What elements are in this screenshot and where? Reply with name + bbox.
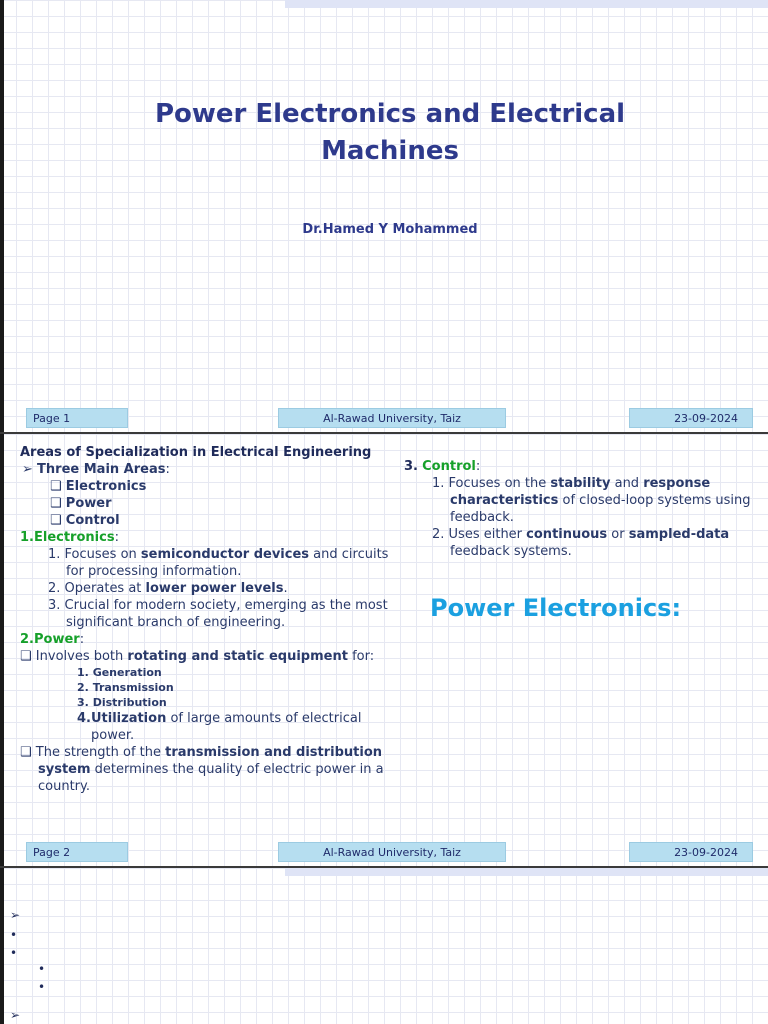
power-electronics-heading: Power Electronics: [430,594,682,622]
square-bullet-icon: ❑ [20,745,32,760]
square-bullet-icon: ❑ [50,513,62,528]
dot-bullet-icon: • [38,980,46,994]
slide-1 [0,0,768,432]
power-subitem: 1. Generation [77,666,162,679]
footer-university: Al-Rawad University, Taiz [278,842,506,862]
top-band [285,0,768,8]
arrow-bullet-icon: ➢ [10,1008,21,1022]
dot-bullet-icon: • [10,928,18,942]
power-involves: ❑ Involves both rotating and static equipment for: [20,649,375,664]
dot-bullet-icon: • [10,946,18,960]
slide-3 [0,868,768,1024]
slide-2 [0,434,768,866]
footer-page: Page 1 [26,408,128,428]
control-label: 3. Control: [404,459,481,474]
electronics-label: 1.Electronics: [20,530,119,545]
footer-university: Al-Rawad University, Taiz [278,408,506,428]
footer-date: 23-09-2024 [629,842,753,862]
top-band [285,868,768,876]
author-name: Dr.Hamed Y Mohammed [302,222,478,237]
power-label: 2.Power: [20,632,85,647]
electronics-item: 3. Crucial for modern society, emerging as the most significant branch of engineering. [48,598,388,630]
power-utilization: 4.Utilization of large amounts of electrical power. [77,711,362,743]
electronics-item: 1. Focuses on semiconductor devices and circuits for processing information. [48,547,389,579]
control-item: 1. Focuses on the stability and response characteristics of closed-loop systems using feedback. [432,476,751,525]
area-item: ❑ Electronics [50,479,147,494]
footer-page: Page 2 [26,842,128,862]
area-item: ❑ Control [50,513,120,528]
left-column [20,444,390,795]
control-item: 2. Uses either continuous or sampled-data feedback systems. [432,527,730,559]
area-item: ❑ Power [50,496,112,511]
arrow-bullet-icon: ➢ [22,462,33,477]
square-bullet-icon: ❑ [50,496,62,511]
footer-date: 23-09-2024 [629,408,753,428]
page-title: Power Electronics and Electrical Machines [154,99,626,166]
square-bullet-icon: ❑ [20,649,32,664]
power-subitem: 2. Transmission [77,681,174,694]
three-main-areas: ➢ Three Main Areas: [22,462,170,477]
square-bullet-icon: ❑ [50,479,62,494]
dot-bullet-icon: • [38,962,46,976]
right-column [404,458,754,560]
electronics-item: 2. Operates at lower power levels. [48,581,288,596]
power-strength: ❑ The strength of the transmission and distribution system determines the quality of electric power in a country. [20,745,384,794]
arrow-bullet-icon: ➢ [10,908,21,922]
power-subitem: 3. Distribution [77,696,167,709]
section-heading: Areas of Specialization in Electrical Engineering [20,445,372,460]
